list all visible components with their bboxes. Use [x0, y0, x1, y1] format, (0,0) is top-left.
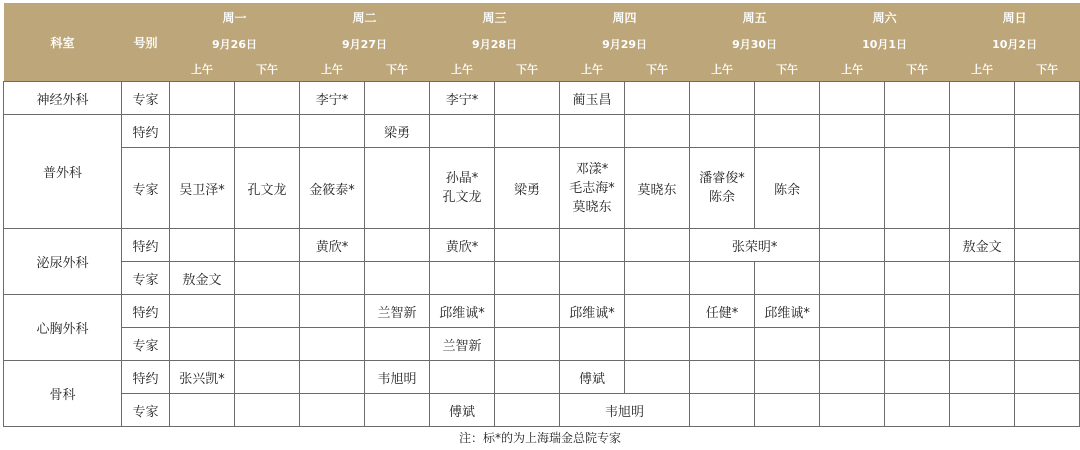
slot-cell	[560, 229, 625, 262]
slot-cell	[235, 229, 300, 262]
type-cell: 专家	[122, 262, 170, 295]
table-row	[4, 148, 1080, 229]
slot-cell	[1015, 262, 1080, 295]
slot-cell	[495, 229, 560, 262]
slot-cell: 李宁*	[300, 82, 365, 115]
slot-cell	[820, 328, 885, 361]
slot-cell	[300, 361, 365, 394]
slot-cell: 敖金文	[950, 229, 1015, 262]
slot-cell: 邱维诚*	[430, 295, 495, 328]
slot-cell	[365, 148, 430, 229]
header-date-fri: 9月30日	[690, 31, 820, 57]
slot-cell	[885, 82, 950, 115]
slot-cell: 傅斌	[430, 394, 495, 427]
dept-cell-urology: 泌尿外科	[4, 229, 122, 295]
slot-cell	[1015, 361, 1080, 394]
header-day-sat: 周六	[820, 3, 950, 31]
doctor-name: 毛志海*	[569, 180, 615, 196]
slot-cell	[170, 295, 235, 328]
slot-cell	[625, 328, 690, 361]
header-pm: 下午	[235, 57, 300, 82]
slot-cell: 韦旭明	[365, 361, 430, 394]
header-pm: 下午	[755, 57, 820, 82]
slot-cell	[625, 361, 690, 394]
header-date-sun: 10月2日	[950, 31, 1080, 57]
header-pm: 下午	[625, 57, 690, 82]
doctor-name: 潘睿俊*	[699, 171, 745, 186]
slot-cell	[625, 115, 690, 148]
header-day-mon: 周一	[170, 3, 300, 31]
slot-cell	[300, 115, 365, 148]
slot-cell: 梁勇	[495, 148, 560, 229]
doctor-name: 孔文龙	[442, 190, 482, 205]
slot-cell	[820, 295, 885, 328]
header-day-fri: 周五	[690, 3, 820, 31]
slot-cell	[820, 394, 885, 427]
slot-cell: 陈余	[755, 148, 820, 229]
slot-cell	[885, 328, 950, 361]
slot-cell	[170, 229, 235, 262]
footnote: 注：标*的为上海瑞金总院专家	[458, 431, 621, 445]
slot-cell	[365, 328, 430, 361]
dept-cell-ortho: 骨科	[4, 361, 122, 427]
slot-cell	[495, 115, 560, 148]
slot-cell	[950, 328, 1015, 361]
header-day-sun: 周日	[950, 3, 1080, 31]
slot-cell	[885, 115, 950, 148]
table-body	[4, 82, 1080, 427]
slot-cell	[495, 262, 560, 295]
slot-cell	[625, 262, 690, 295]
header-pm: 下午	[885, 57, 950, 82]
slot-cell	[950, 115, 1015, 148]
slot-cell	[755, 394, 820, 427]
header-am: 上午	[950, 57, 1015, 82]
slot-cell	[755, 361, 820, 394]
header-day-wed: 周三	[430, 3, 560, 31]
slot-cell: 金筱泰*	[300, 148, 365, 229]
slot-cell	[1015, 394, 1080, 427]
slot-cell	[1015, 82, 1080, 115]
slot-cell	[950, 82, 1015, 115]
slot-cell	[885, 361, 950, 394]
doctor-name: 陈余	[709, 190, 736, 205]
type-cell: 专家	[122, 148, 170, 229]
slot-cell: 孔文龙	[235, 148, 300, 229]
doctor-name: 孙晶*	[445, 171, 479, 186]
slot-cell	[300, 295, 365, 328]
slot-cell: 韦旭明	[560, 394, 690, 427]
slot-cell	[950, 361, 1015, 394]
header-day-thu: 周四	[560, 3, 690, 31]
slot-cell	[820, 262, 885, 295]
slot-cell: 梁勇	[365, 115, 430, 148]
slot-cell	[690, 148, 755, 229]
dept-cell-cardio: 心胸外科	[4, 295, 122, 361]
slot-cell: 邱维诚*	[755, 295, 820, 328]
slot-cell	[235, 295, 300, 328]
slot-cell: 兰智新	[365, 295, 430, 328]
table-header	[4, 3, 1080, 82]
header-am: 上午	[300, 57, 365, 82]
slot-cell	[820, 115, 885, 148]
type-cell: 特约	[122, 295, 170, 328]
header-type: 号别	[122, 3, 170, 82]
slot-cell	[300, 262, 365, 295]
slot-cell: 蔺玉昌	[560, 82, 625, 115]
type-cell: 特约	[122, 361, 170, 394]
slot-cell: 邱维诚*	[560, 295, 625, 328]
slot-cell	[235, 82, 300, 115]
header-date-mon: 9月26日	[170, 31, 300, 57]
slot-cell	[690, 361, 755, 394]
slot-cell	[170, 115, 235, 148]
type-cell: 特约	[122, 115, 170, 148]
header-am: 上午	[690, 57, 755, 82]
slot-cell	[560, 148, 625, 229]
slot-cell	[235, 361, 300, 394]
slot-cell	[560, 115, 625, 148]
slot-cell	[820, 229, 885, 262]
header-date-tue: 9月27日	[300, 31, 430, 57]
slot-cell	[885, 148, 950, 229]
slot-cell	[820, 361, 885, 394]
slot-cell	[495, 361, 560, 394]
slot-cell	[560, 262, 625, 295]
slot-cell	[950, 295, 1015, 328]
table-row	[4, 115, 1080, 148]
slot-cell: 敖金文	[170, 262, 235, 295]
table-row	[4, 295, 1080, 328]
table-row	[4, 394, 1080, 427]
header-am: 上午	[560, 57, 625, 82]
slot-cell	[755, 262, 820, 295]
slot-cell	[690, 115, 755, 148]
slot-cell	[1015, 295, 1080, 328]
header-date-sat: 10月1日	[820, 31, 950, 57]
slot-cell	[495, 328, 560, 361]
slot-cell: 张兴凯*	[170, 361, 235, 394]
slot-cell	[690, 394, 755, 427]
slot-cell	[950, 262, 1015, 295]
type-cell: 专家	[122, 394, 170, 427]
dept-cell-general: 普外科	[4, 115, 122, 229]
slot-cell	[235, 115, 300, 148]
slot-cell	[495, 394, 560, 427]
table-row	[4, 262, 1080, 295]
slot-cell	[690, 328, 755, 361]
slot-cell	[1015, 115, 1080, 148]
table-row	[4, 229, 1080, 262]
slot-cell	[1015, 148, 1080, 229]
header-day-tue: 周二	[300, 3, 430, 31]
slot-cell	[235, 328, 300, 361]
slot-cell	[820, 82, 885, 115]
slot-cell	[885, 295, 950, 328]
slot-cell	[690, 82, 755, 115]
slot-cell	[755, 82, 820, 115]
doctor-name: 莫晓东	[572, 199, 612, 215]
header-pm: 下午	[495, 57, 560, 82]
slot-cell	[560, 328, 625, 361]
slot-cell: 莫晓东	[625, 148, 690, 229]
slot-cell: 黄欣*	[300, 229, 365, 262]
dept-cell-neuro: 神经外科	[4, 82, 122, 115]
slot-cell	[430, 148, 495, 229]
slot-cell: 吴卫泽*	[170, 148, 235, 229]
slot-cell: 兰智新	[430, 328, 495, 361]
slot-cell	[495, 82, 560, 115]
slot-cell	[365, 262, 430, 295]
slot-cell	[820, 148, 885, 229]
slot-cell: 傅斌	[560, 361, 625, 394]
slot-cell	[235, 394, 300, 427]
slot-cell	[170, 82, 235, 115]
slot-cell	[1015, 328, 1080, 361]
header-pm: 下午	[365, 57, 430, 82]
slot-cell	[625, 295, 690, 328]
slot-cell	[885, 262, 950, 295]
slot-cell	[430, 361, 495, 394]
table-row	[4, 328, 1080, 361]
header-am: 上午	[820, 57, 885, 82]
table-row	[4, 82, 1080, 115]
header-pm: 下午	[1015, 57, 1080, 82]
table-row	[4, 361, 1080, 394]
slot-cell: 任健*	[690, 295, 755, 328]
slot-cell	[1015, 229, 1080, 262]
schedule-table	[3, 3, 1080, 427]
slot-cell	[885, 229, 950, 262]
type-cell: 专家	[122, 328, 170, 361]
slot-cell	[300, 394, 365, 427]
slot-cell	[365, 394, 430, 427]
slot-cell	[430, 115, 495, 148]
slot-cell	[300, 328, 365, 361]
slot-cell	[755, 115, 820, 148]
header-date-thu: 9月29日	[560, 31, 690, 57]
slot-cell	[885, 394, 950, 427]
slot-cell	[365, 229, 430, 262]
type-cell: 专家	[122, 82, 170, 115]
slot-cell	[170, 394, 235, 427]
slot-cell	[430, 262, 495, 295]
slot-cell	[235, 262, 300, 295]
header-am: 上午	[430, 57, 495, 82]
header-am: 上午	[170, 57, 235, 82]
slot-cell	[755, 328, 820, 361]
slot-cell: 李宁*	[430, 82, 495, 115]
slot-cell	[170, 328, 235, 361]
type-cell: 特约	[122, 229, 170, 262]
slot-cell	[690, 262, 755, 295]
slot-cell: 张荣明*	[690, 229, 820, 262]
slot-cell	[625, 229, 690, 262]
slot-cell	[625, 82, 690, 115]
slot-cell	[950, 394, 1015, 427]
header-date-wed: 9月28日	[430, 31, 560, 57]
slot-cell	[365, 82, 430, 115]
slot-cell	[495, 295, 560, 328]
slot-cell: 黄欣*	[430, 229, 495, 262]
header-dept: 科室	[4, 3, 122, 82]
doctor-name: 邓漾*	[575, 161, 609, 177]
slot-cell	[950, 148, 1015, 229]
